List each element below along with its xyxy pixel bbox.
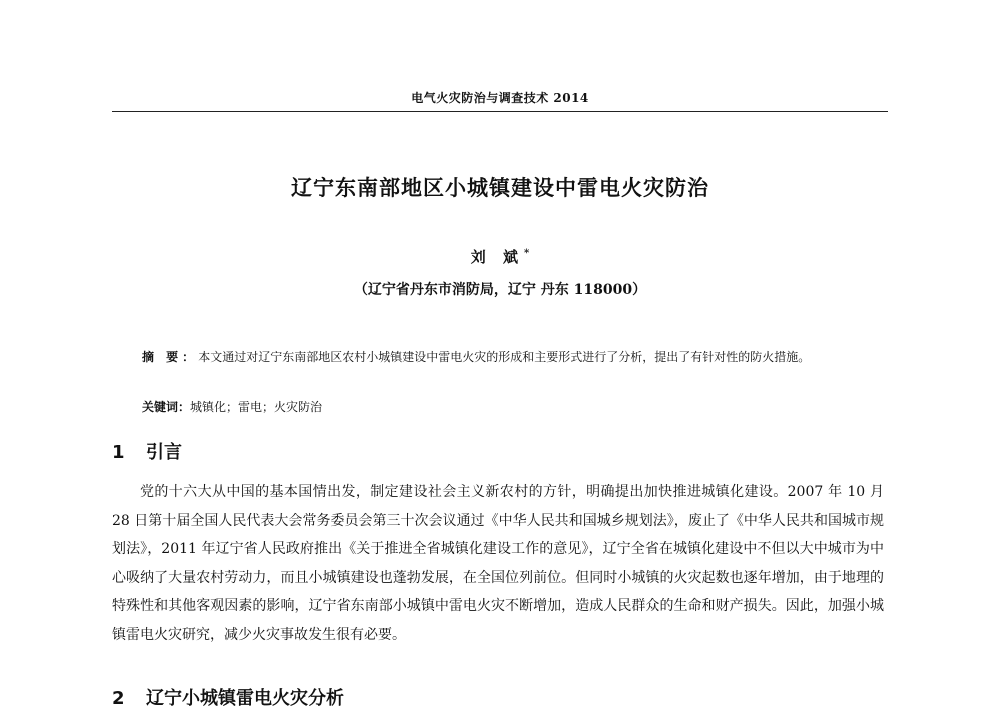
- section-1-title: 引言: [146, 442, 182, 463]
- section-1-paragraph: 党的十六大从中国的基本国情出发，制定建设社会主义新农村的方针，明确提出加快推进城镇化建设。2007 年 10 月 28 日第十届全国人民代表大会常务委员会第三十次会议通过《中华人民共和国城乡规划法》，废止了《中华人民共和国城市规划法》，2011 年辽宁省人民政府推出《关于推进全省城镇化建设工作的意见》，辽宁全省在城镇化建设中不但以大中城市为中心吸纳了大量农村劳动力，而且小城镇建设也蓬勃发展，在全国位列前位。但同时小城镇的火灾起数也逐年增加，由于地理的特殊性和其他客观因素的影响，辽宁省东南部小城镇中雷电火灾不断增加，造成人民群众的生命和财产损失。因此，加强小城镇雷电火灾研究，减少火灾事故发生很有必要。: [112, 484, 884, 643]
- section-1-number: 1: [112, 442, 125, 463]
- keywords-text: 城镇化；雷电；火灾防治: [190, 400, 323, 414]
- author-mark: *: [524, 248, 530, 259]
- section-1-heading: [112, 438, 182, 464]
- keywords: [112, 397, 884, 417]
- keywords-label: 关键词：: [142, 400, 191, 414]
- author-line: [0, 246, 1000, 267]
- abstract: [112, 344, 884, 370]
- author-name: 刘 斌: [470, 248, 524, 266]
- paper-title: 辽宁东南部地区小城镇建设中雷电火灾防治: [291, 176, 709, 200]
- running-header: 电气火灾防治与调查技术 2014: [411, 91, 589, 105]
- section-2-number: 2: [112, 688, 125, 709]
- abstract-text: 本文通过对辽宁东南部地区农村小城镇建设中雷电火灾的形成和主要形式进行了分析，提出了有针对性的防火措施。: [198, 350, 811, 364]
- section-2-heading: [112, 684, 344, 710]
- abstract-label: 摘 要：: [142, 350, 199, 364]
- affiliation: （辽宁省丹东市消防局，辽宁 丹东 118000）: [353, 282, 647, 298]
- section-2-title: 辽宁小城镇雷电火灾分析: [146, 688, 344, 709]
- header-rule: [112, 111, 888, 112]
